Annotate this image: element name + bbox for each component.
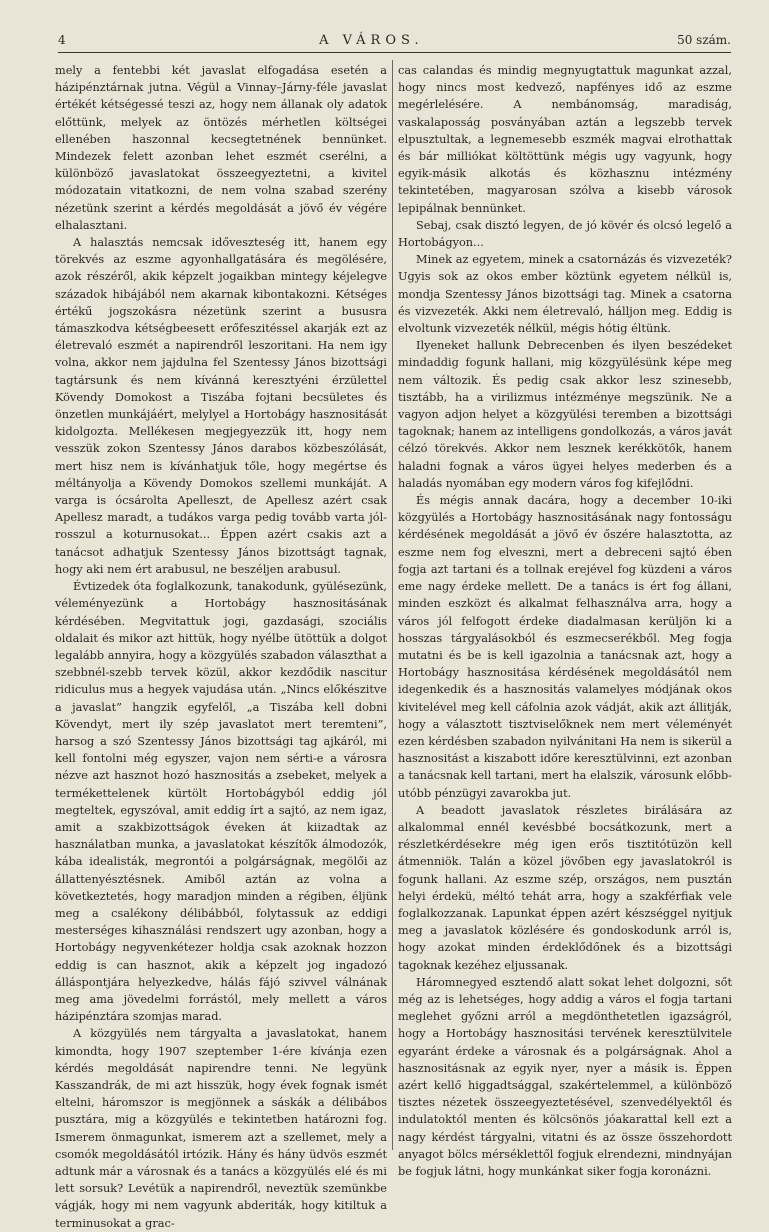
issue-number: 50 szám. (677, 33, 731, 47)
paragraph: Minek az egyetem, minek a csatornázás és vizvezeték? Ugyis sok az okos ember köztünk egyetem nélkül is, mondja Szentessy János bizottsági tag. Minek a csatorna és vizvezeték. Akki nem életrevaló, hálljon meg. Eddig is elvoltunk vizvezeték nélkül, mégis hótig éltünk. (398, 253, 732, 336)
paragraph: A halasztás nemcsak időveszteség itt, hanem egy törekvés az eszme agyonhallgatására és megölésére, azok részéről, akik képzelt jogaikban mintegy kéjelegve századok hibájából nem akarnak kibontakozni. Kétséges értékű jogszokásra nézetünk szerint a bususra támaszkodva kétségbeesett erőfeszitéssel akarják ezt az életrevaló eszmét a napirendről leszoritani. Ha nem igy volna, akkor nem jajdulna fel Szentessy János bizottsági tagtársunk és nem kívánná keresztyéni érzülettel Kövendy Domokost a Tiszába fojtani becsületes és önzetlen munkájáért, melylyel a Hortobágy hasznositását kidolgozta. Mellékesen megjegyezzük itt, hogy nem vesszük zokon Szentessy János darabos közbeszólását, mert hisz nem is kívánhatjuk tőle, hogy megértse és méltányolja a Kövendy Domokos szellemi munkáját. A varga is ócsárolta Apelleszt, de Apellesz azért csak Apellesz maradt, a tudákos varga pedig tovább varta jól-rosszul a koturnusokat... Éppen azért csakis azt a tanácsot adhatjuk Szentessy János bizottságt tagnak, hogy aki nem ért arabusul, ne beszéljen arabusul. (55, 236, 387, 576)
page-header (58, 30, 731, 50)
column-divider (392, 60, 393, 1150)
paragraph: mely a fentebbi két javaslat elfogadása esetén a házipénztárnak jutna. Végül a Vinnay–Járny-féle javaslat értékét kétségessé teszi az, hogy nem állanak oly adatok előttünk, melyek az öntözés mérhetlen költségei ellenében haszonnal kecsegtetnének bennünket. Mindezek felett azonban lehet eszmét cserélni, a különböző javaslatokat összeegyeztetni, a kivitel módozatain vitatkozni, de nem volna szabad szerény nézetünk szerint a kérdés megoldását a jövő év végére elhalasztani. (55, 64, 387, 232)
header-rule (58, 52, 731, 53)
paragraph: Évtizedek óta foglalkozunk, tanakodunk, gyülésezünk, véleményezünk a Hortobágy hasznositásának kérdésében. Megvitattuk jogi, gazdasági, szociális oldalait és mikor azt hittük, hogy nyélbe ütöttük a dolgot legalább annyira, hogy a közgyülés szabadon választhat a szebbnél-szebb tervek közül, akkor kezdődik nascitur ridiculus mus a hegyek vajudása után. „Nincs előkészitve a javaslat” hangzik egyfelől, „a Tiszába kell dobni Kövendyt, mert ily szép javaslatot mert teremteni”, harsog a szó Szentessy János bizottsági tag ajkáról, mi kell fontolni még egyszer, vajon nem sérti-e a városra nézve azt hasznot hozó hasznositás a zsebeket, melyek a termékettelenek kürtölt Hortobágyból eddig jól megteltek, egyszóval, amit eddig írt a sajtó, az nem igaz, amit a szakbizottságok éveken át kiizadtak az használatban munka, a javaslatokat készítők álmodozók, kába idealisták, megrontói a polgárságnak, megölői az állattenyésztésnek. Amiből aztán az volna a következtetés, hogy maradjon minden a régiben, éljünk meg a csalékony délibábból, folytassuk az eddigi mesterséges kihasználási rendszert ugy azonban, hogy a Hortobágy negyvenkétezer holdja csak azoknak hozzon eddig is can hasznot, akik a képzelt jog ingadozó álláspontjára helyezkedve, hálás fájó szivvel válnának meg ama jövedelmi forrástól, mely mellett a város házipénztára szomjas marad. (55, 580, 387, 1024)
paragraph: A beadott javaslatok részletes birálására az alkalommal ennél kevésbbé bocsátkozunk, mert a részletkérdésekre még igen erős tisztitótüzön kell átmenniök. Talán a közel jövőben egy javaslatokról is fogunk hallani. Az eszme szép, országos, nem pusztán helyi érdekü, méltó tehát arra, hogy a szakférfiak vele foglalkozzanak. Lapunkat éppen azért készséggel nyitjuk meg a javaslatok közlésére és gondoskodunk arról is, hogy azokat minden érdeklődőnek és a bizottsági tagoknak kezéhez eljussanak. (398, 803, 732, 972)
page-number: 4 (58, 33, 66, 47)
paragraph: Ilyeneket hallunk Debrecenben és ilyen beszédeket mindaddig fogunk hallani, mig közgyülésünk képe meg nem változik. És pedig csak akkor lesz szinesebb, tisztább, ha a virilizmus intézménye megszünik. Ne a vagyon adjon helyet a közgyülési teremben a bizottsági tagoknak; hanem az intelligens gondolkozás, a város javát célzó törekvés. Akkor nem lesznek kerékkötők, hanem haladni fognak a város ügyei helyes mederben és a haladás nyomában egy modern város fog kifejlődni. (398, 339, 732, 490)
paragraph: Háromnegyed esztendő alatt sokat lehet dolgozni, sőt még az is lehetséges, hogy addig a város el fogja tartani meglehet győzni arról a megdönthetetlen igazságról, hogy a Hortobágy hasznositási tervének keresztülvitele egyaránt érdeke a városnak és a polgárságnak. Ahol a hasznositásnak az egyik nyer, nyer a másik is. Éppen azért kellő higgadtsággal, szakértelemmel, a különböző tisztes nézetek összeegyeztetésével, szenvedélyektől és indulatoktól menten és kölcsönös jóakarattal kell ezt a nagy kérdést tárgyalni, vitatni és az össze összehordott anyagot bölcs mérséklettől fogjuk elrendezni, mindnyájan be fogjuk látni, hogy munkánkat siker fogja koronázni. (398, 975, 732, 1178)
paragraph: És mégis annak dacára, hogy a december 10-iki közgyülés a Hortobágy hasznositásának nagy fontosságu kérdésének megoldását a jövő év őszére halasztotta, az eszme nem fog elveszni, mert a debreceni sajtó ében fogja azt tartani és a tollnak erejével fog küzdeni a város eme nagy érdeke mellett. De a tanács is ért fog állani, minden eszközt és alkalmat felhasználva arra, hogy a város jól felfogott érdeke diadalmasan kerüljön ki a hosszas tárgyalásokból és eszmecserékből. Meg fogja mutatni és be is kell igazolnia a tanácsnak azt, hogy a Hortobágy hasznositása kérdésének megoldásától nem idegenkedik és a hasznositás valamelyes módjának okos kivitelével meg kell cáfolnia azok vádját, akik azt állitják, hogy a választott tisztviselőknek nem mert véleményét ezen kérdésben szabadon nyilvánitani Ha nem is sikerül a hasznositást a kiszabott időre keresztülvinni, ezt azonban a tanácsnak kell tartani, mert ha elalszik, városunk előbb-utóbb pénzügyi zavarokba jut. (398, 494, 732, 800)
right-column (398, 62, 732, 1180)
left-column (55, 62, 387, 1232)
newspaper-title: A VÁROS. (319, 32, 424, 48)
paragraph: cas calandas és mindig megnyugtattuk magunkat azzal, hogy nincs most kedvező, napfényes idő az eszme megérlelésére. A nembánomság, maradiság, vaskalaposság posványában aztán a legszebb tervek elpusztultak, a legnemesebb eszmék magvai elrothattak és bár milliókat költöttünk mégis ugy vagyunk, hogy egyik-másik alkotás és közhasznu intézmény tekintetében, magyarosan szólva a kisebb városok lepipálnak bennünket. (398, 64, 732, 215)
paragraph: A közgyülés nem tárgyalta a javaslatokat, hanem kimondta, hogy 1907 szeptember 1-ére kívánja ezen kérdés megoldását napirendre tenni. Ne legyünk Kasszandrák, de mi azt hisszük, hogy évek fognak ismét eltelni, háromszor is megjönnek a sáskák a délibábos pusztára, mig a közgyülés e tekintetben határozni fog. Ismerem önmagunkat, ismerem azt a szellemet, mely a csomók megoldásától irtózik. Hány és hány üdvös eszmét adtunk már a városnak és a tanács a közgyülés elé és mi lett sorsuk? Levétük a napirendről, neveztük szemünkbe vágják, hogy mi nem vagyunk abderiták, hogy kitiltuk a terminusokat a grac- (55, 1027, 387, 1230)
paragraph: Sebaj, csak disztó legyen, de jó kövér és olcsó legelő a Hortobágyon... (398, 218, 732, 250)
